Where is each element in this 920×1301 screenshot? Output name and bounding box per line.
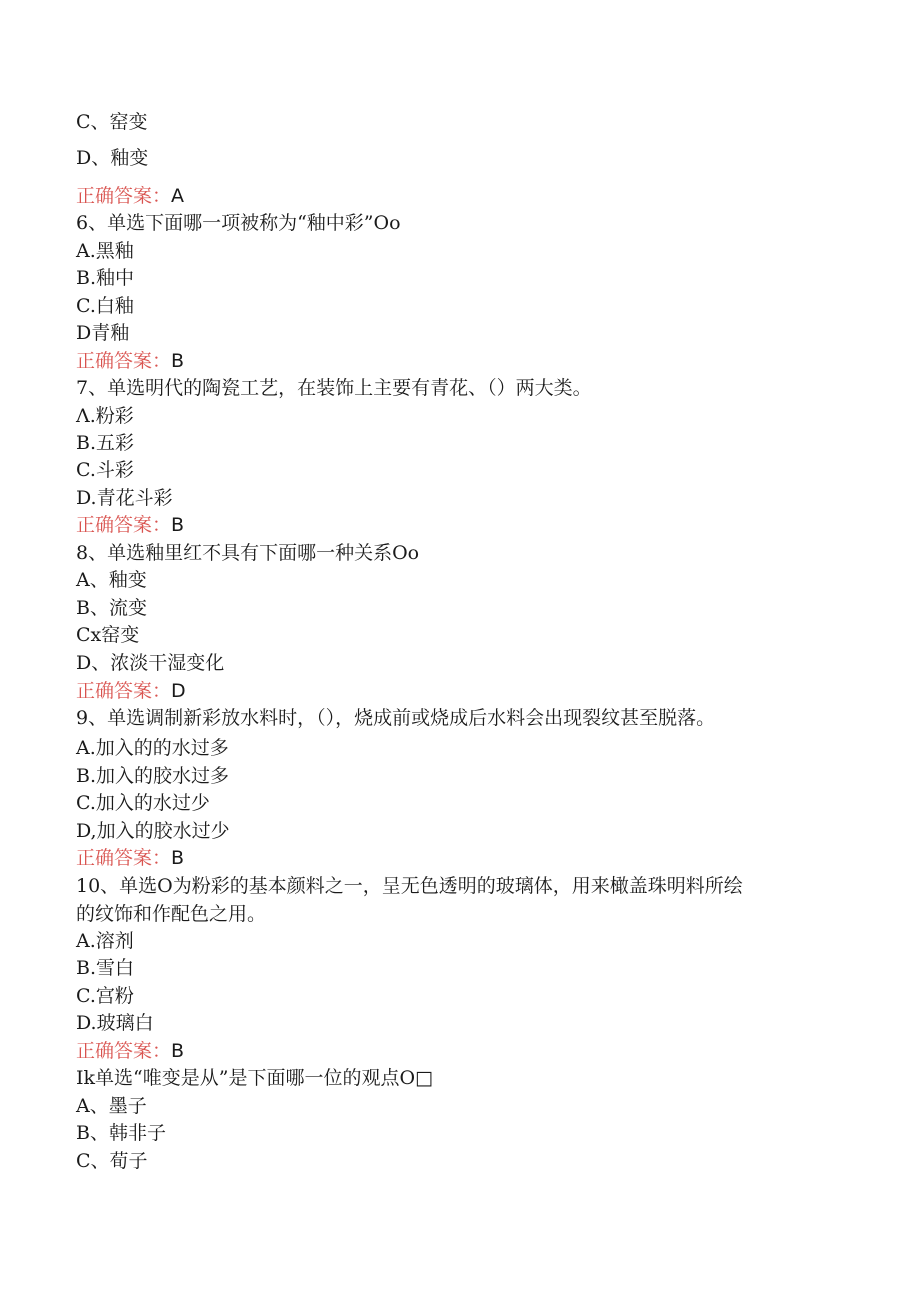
- option-text: A、墨子: [76, 1095, 147, 1117]
- option-text: A.加入的的水过多: [76, 737, 229, 759]
- option-text: D、浓淡干湿变化: [76, 652, 225, 674]
- answer-line: [76, 1039, 184, 1063]
- option-text: Cx窑变: [76, 624, 140, 646]
- question-text: 7、单选明代的陶瓷工艺，在装饰上主要有青花、（）两大类。: [76, 377, 592, 399]
- option-text: B.加入的胶水过多: [76, 765, 230, 787]
- option-text: C、窑变: [76, 111, 148, 133]
- option-text: C.宫粉: [76, 985, 134, 1007]
- option-text: C.加入的水过少: [76, 792, 210, 814]
- question-text: 10、单选O为粉彩的基本颜料之一，呈无色透明的玻璃体，用来橄盖珠明料所绘: [76, 875, 743, 897]
- answer-line: [76, 846, 184, 870]
- answer-label: 正确答案：: [76, 350, 172, 372]
- question-text: 6、单选下面哪一项被称为“釉中彩”Oo: [76, 212, 401, 234]
- answer-line: [76, 513, 184, 537]
- option-text: C、荀子: [76, 1150, 148, 1172]
- answer-value: B: [171, 1040, 185, 1062]
- option-text: B、流变: [76, 597, 147, 619]
- answer-line: [76, 349, 184, 373]
- option-text: Λ.粉彩: [76, 405, 134, 427]
- option-text: B、韩非子: [76, 1122, 166, 1144]
- option-text: D、釉变: [76, 147, 149, 169]
- answer-label: 正确答案：: [76, 1040, 172, 1062]
- option-text: D.玻璃白: [76, 1012, 154, 1034]
- answer-value: B: [171, 847, 185, 869]
- option-text: A.黑釉: [76, 240, 134, 262]
- option-text: B.釉中: [76, 267, 135, 289]
- question-text: Ik单选“唯变是从”是下面哪一位的观点O□: [76, 1067, 433, 1089]
- answer-value: B: [171, 514, 185, 536]
- answer-label: 正确答案：: [76, 185, 172, 207]
- answer-value: B: [171, 350, 185, 372]
- question-text: 9、单选调制新彩放水料时，（），烧成前或烧成后水料会出现裂纹甚至脱落。: [76, 707, 716, 729]
- option-text: D.青花斗彩: [76, 487, 173, 509]
- option-text: A、釉变: [76, 569, 147, 591]
- answer-line: [76, 184, 184, 208]
- option-text: C.白釉: [76, 295, 134, 317]
- answer-value: D: [171, 680, 186, 702]
- answer-label: 正确答案：: [76, 680, 172, 702]
- answer-label: 正确答案：: [76, 514, 172, 536]
- option-text: B.五彩: [76, 432, 135, 454]
- option-text: B.雪白: [76, 957, 135, 979]
- option-text: A.溶剂: [76, 930, 134, 952]
- answer-line: [76, 679, 186, 703]
- question-text-continued: 的纹饰和作配色之用。: [76, 903, 267, 925]
- option-text: C.斗彩: [76, 459, 134, 481]
- answer-value: A: [171, 185, 185, 207]
- option-text: D,加入的胶水过少: [76, 820, 230, 842]
- question-text: 8、单选釉里红不具有下面哪一种关系Oo: [76, 542, 420, 564]
- answer-label: 正确答案：: [76, 847, 172, 869]
- option-text: D青釉: [76, 322, 130, 344]
